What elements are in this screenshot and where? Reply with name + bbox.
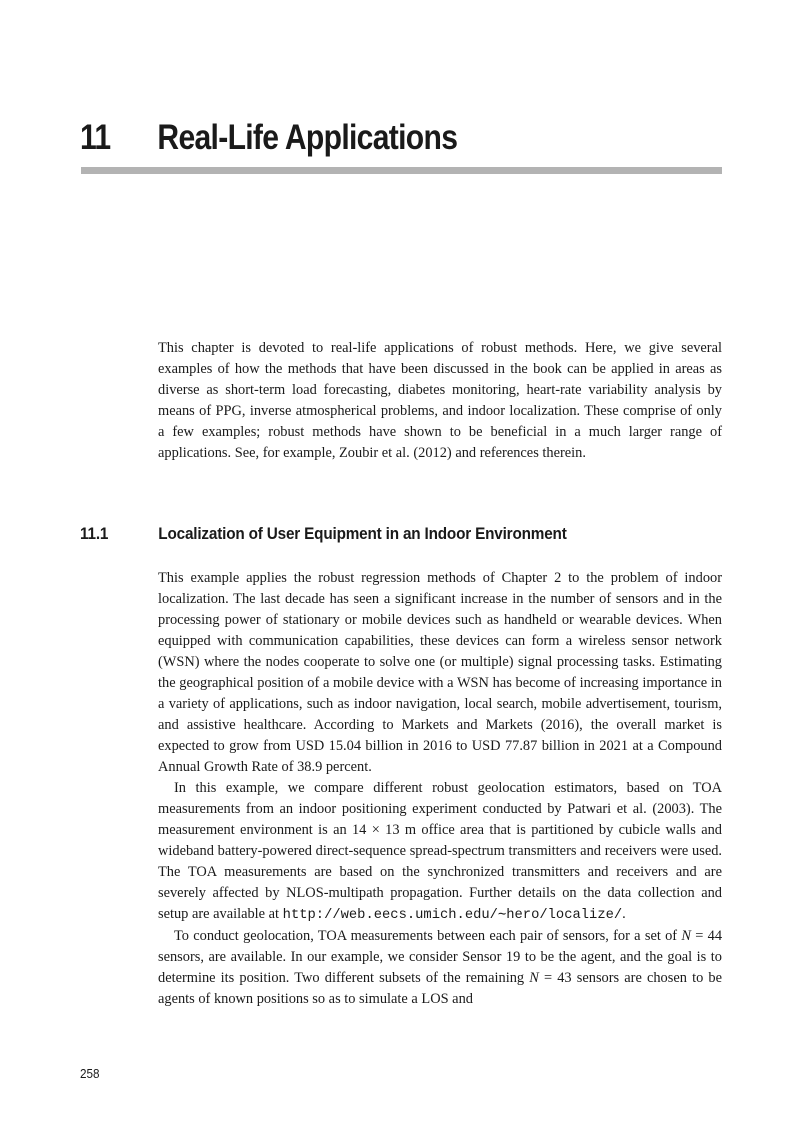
paragraph-2-end: . <box>622 906 626 922</box>
section-paragraph-1: This example applies the robust regression methods of Chapter 2 to the problem of indoor localization. The last decade has seen a significant increase in the number of sensors and in the processing power of stationary or mobile devices such as handheld or wearable devices. When equipped with communication capabilities, these devices can form a wireless sensor network (WSN) where the nodes cooperate to solve one (or multiple) signal processing tasks. Estimating the geographical position of a mobile device with a WSN has become of increasing importance in a variety of applications, such as indoor navigation, local search, mobile advertisement, tourism, and assistive healthcare. According to Markets and Markets (2016), the overall market is expected to grow from USD 15.04 billion in 2016 to USD 77.87 billion in 2021 at a Compound Annual Growth Rate of 38.9 percent. <box>158 570 722 775</box>
paragraph-2-text: In this example, we compare different robust geolocation estimators, based on TOA measurements from an indoor positioning experiment conducted by Patwari et al. (2003). The measurement environment is an 14 × 13 m office area that is partitioned by cubicle walls and wideband battery-powered direct-sequence spread-spectrum transmitters and receivers were used. The TOA measurements are based on the synchronized transmitters and receivers and are severely affected by NLOS-multipath propagation. Further details on the data collection and setup are available at <box>158 780 722 922</box>
variable-n: N <box>529 970 539 986</box>
intro-paragraph: This chapter is devoted to real-life applications of robust methods. Here, we give several examples of how the methods that have been discussed in the book can be applied in areas as diverse as short-term load forecasting, diabetes monitoring, heart-rate variability analysis by means of PPG, inverse atmospherical problems, and indoor localization. These comprise of only a few examples; robust methods have shown to be beneficial in a much larger range of applications. See, for example, Zoubir et al. (2012) and references therein. <box>158 340 722 461</box>
chapter-rule <box>81 167 722 174</box>
chapter-heading <box>80 118 632 168</box>
localize-url[interactable]: http://web.eecs.umich.edu/∼hero/localize/ <box>282 908 623 923</box>
variable-n: N <box>681 928 691 944</box>
section-title: Localization of User Equipment in an Indoor Environment <box>158 524 567 543</box>
intro-block <box>158 338 722 464</box>
paragraph-3-part-b: = 44 sensors, are available. In our example, we consider Sensor 19 to be the agent, and the goal is to determine its position. Two different subsets of the remaining <box>158 928 723 986</box>
page-number: 258 <box>80 1066 100 1081</box>
section-paragraph-3 <box>158 926 722 1010</box>
section-paragraph-2 <box>158 778 722 926</box>
paragraph-3-part-a: To conduct geolocation, TOA measurements between each pair of sensors, for a set of <box>174 928 682 944</box>
section-heading <box>80 524 658 544</box>
section-body <box>158 568 722 1010</box>
section-number: 11.1 <box>80 524 109 543</box>
chapter-number: 11 <box>80 118 111 157</box>
chapter-title: Real-Life Applications <box>157 118 458 157</box>
paragraph-3-part-c: = 43 sensors are chosen to be agents of known positions so as to simulate a LOS and <box>158 970 722 1007</box>
